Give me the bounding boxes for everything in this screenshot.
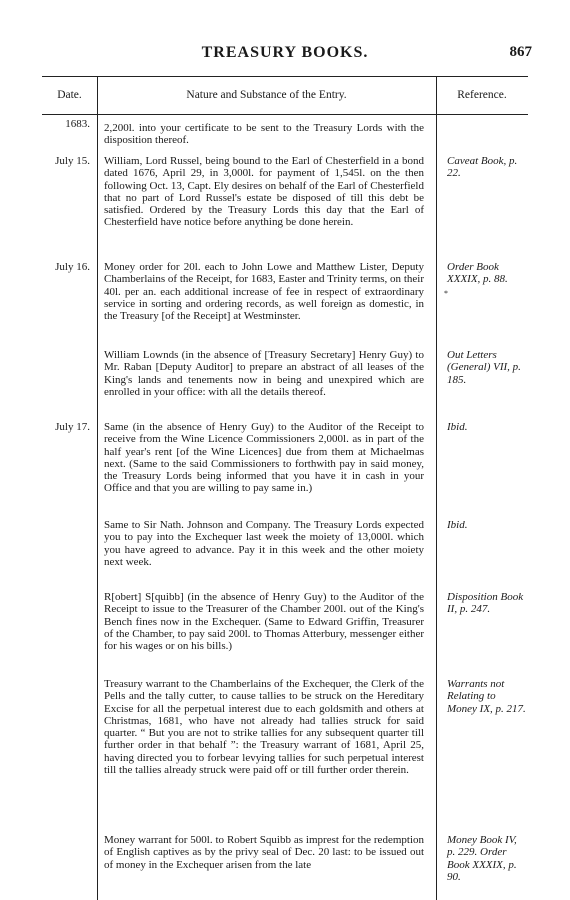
entry-text: Money order for 20l. each to John Lowe and Matthew Lister, Deputy Chamberlains of the Receipt, for 1683, Easter and Trinity terms, on their 40l. per an. each additional increase of fee in respect of extraordinary service in sorting and ordering records, as well foreign as domestic, in the Treasury [of the Receipt] at Westminster. — [104, 261, 424, 323]
table-top-rule — [42, 76, 528, 77]
date-column-rule — [97, 76, 98, 900]
margin-marker: * — [444, 289, 448, 298]
entry-date: July 17. — [55, 421, 90, 433]
entry-text: William, Lord Russel, being bound to the Earl of Chesterfield in a bond dated 1676, April 29, in 3,000l. for payment of 1,545l. on the then following Oct. 13, Capt. Ely desires on behalf of the Earl of Chesterfield that no part of Lord Russel's estate be disposed of till this debt be satisfied. Ordered by the Treasury Lords this day that the Earl of Chesterfield have notice before anything be done herein. — [104, 155, 424, 229]
entry-date: 1683. — [65, 118, 90, 130]
entry-reference: Ibid. — [447, 519, 468, 531]
column-header-date: Date. — [57, 89, 82, 101]
entry-reference: Out Letters (General) VII, p. 185. — [447, 349, 521, 386]
entry-reference: Disposition Book II, p. 247. — [447, 591, 524, 616]
entry-text: R[obert] S[quibb] (in the absence of Henry Guy) to the Auditor of the Receipt to issue to the Treasurer of the Chamber 200l. out of the King's Bench fines now in the Exchequer. (Same to Edward Griffin, Treasurer of the Chamber, to pay said 200l. to Thomas Atterbury, messenger either for his wages or on his bills.) — [104, 591, 424, 653]
page-number: 867 — [509, 44, 532, 60]
entry-text: Money warrant for 500l. to Robert Squibb as imprest for the redemption of English captives as by the privy seal of Dec. 20 last: to be issued out of money in the Exchequer arisen from the late — [104, 834, 424, 871]
entry-date: July 15. — [55, 155, 90, 167]
reference-column-rule — [436, 76, 437, 900]
entry-text: 2,200l. into your certificate to be sent to the Treasury Lords with the disposition thereof. — [104, 122, 424, 147]
header-bottom-rule — [42, 114, 528, 115]
entry-text: Same to Sir Nath. Johnson and Company. The Treasury Lords expected you to pay into the Exchequer last week the moiety of 13,000l. which you have agreed to advance. Pay it in this week and the other moiety next week. — [104, 519, 424, 568]
running-title: TREASURY BOOKS. — [201, 44, 369, 61]
entry-reference: Ibid. — [447, 421, 468, 433]
column-header-reference: Reference. — [457, 89, 507, 101]
entry-text: Treasury warrant to the Chamberlains of the Exchequer, the Clerk of the Pells and the tally cutter, to cause tallies to be struck on the Hereditary Excise for all the perpetual interest due to each goldsmith and others at Christmas, 1681, who have not already had tallies struck for said quarter. “ But you are not to strike tallies for any subsequent quarter till further order in that behalf ”: the Treasury warrant of 1681, April 25, having directed you to forbear levying tallies for such perpetual interest till the tallies already struck were paid off or till further order therein. — [104, 678, 424, 777]
entry-reference: Caveat Book, p. 22. — [447, 155, 518, 180]
entries-table — [42, 76, 528, 900]
entry-reference: Order Book XXXIX, p. 88. — [447, 261, 508, 286]
entry-date: July 16. — [55, 261, 90, 273]
entry-reference: Warrants not Relating to Money IX, p. 217. — [447, 678, 526, 715]
entry-text: Same (in the absence of Henry Guy) to the Auditor of the Receipt to receive from the Wine Licence Commissioners 2,000l. as in part of the half year's rent [of the Wine Licences] due from them at Michaelmas next. (Same to the said Commissioners to forthwith pay in said money, the Treasury Lords being informed that you have it in cash in your Office and that you are willing to pay same in.) — [104, 421, 424, 495]
column-header-nature: Nature and Substance of the Entry. — [186, 89, 347, 101]
entry-text: William Lownds (in the absence of [Treasury Secretary] Henry Guy) to Mr. Raban [Deputy Auditor] to prepare an abstract of all leases of the King's lands and tenements now in being and unexpired which are enrolled in your office: with all the details thereof. — [104, 349, 424, 398]
entry-reference: Money Book IV, p. 229. Order Book XXXIX, p. 90. — [447, 834, 517, 883]
